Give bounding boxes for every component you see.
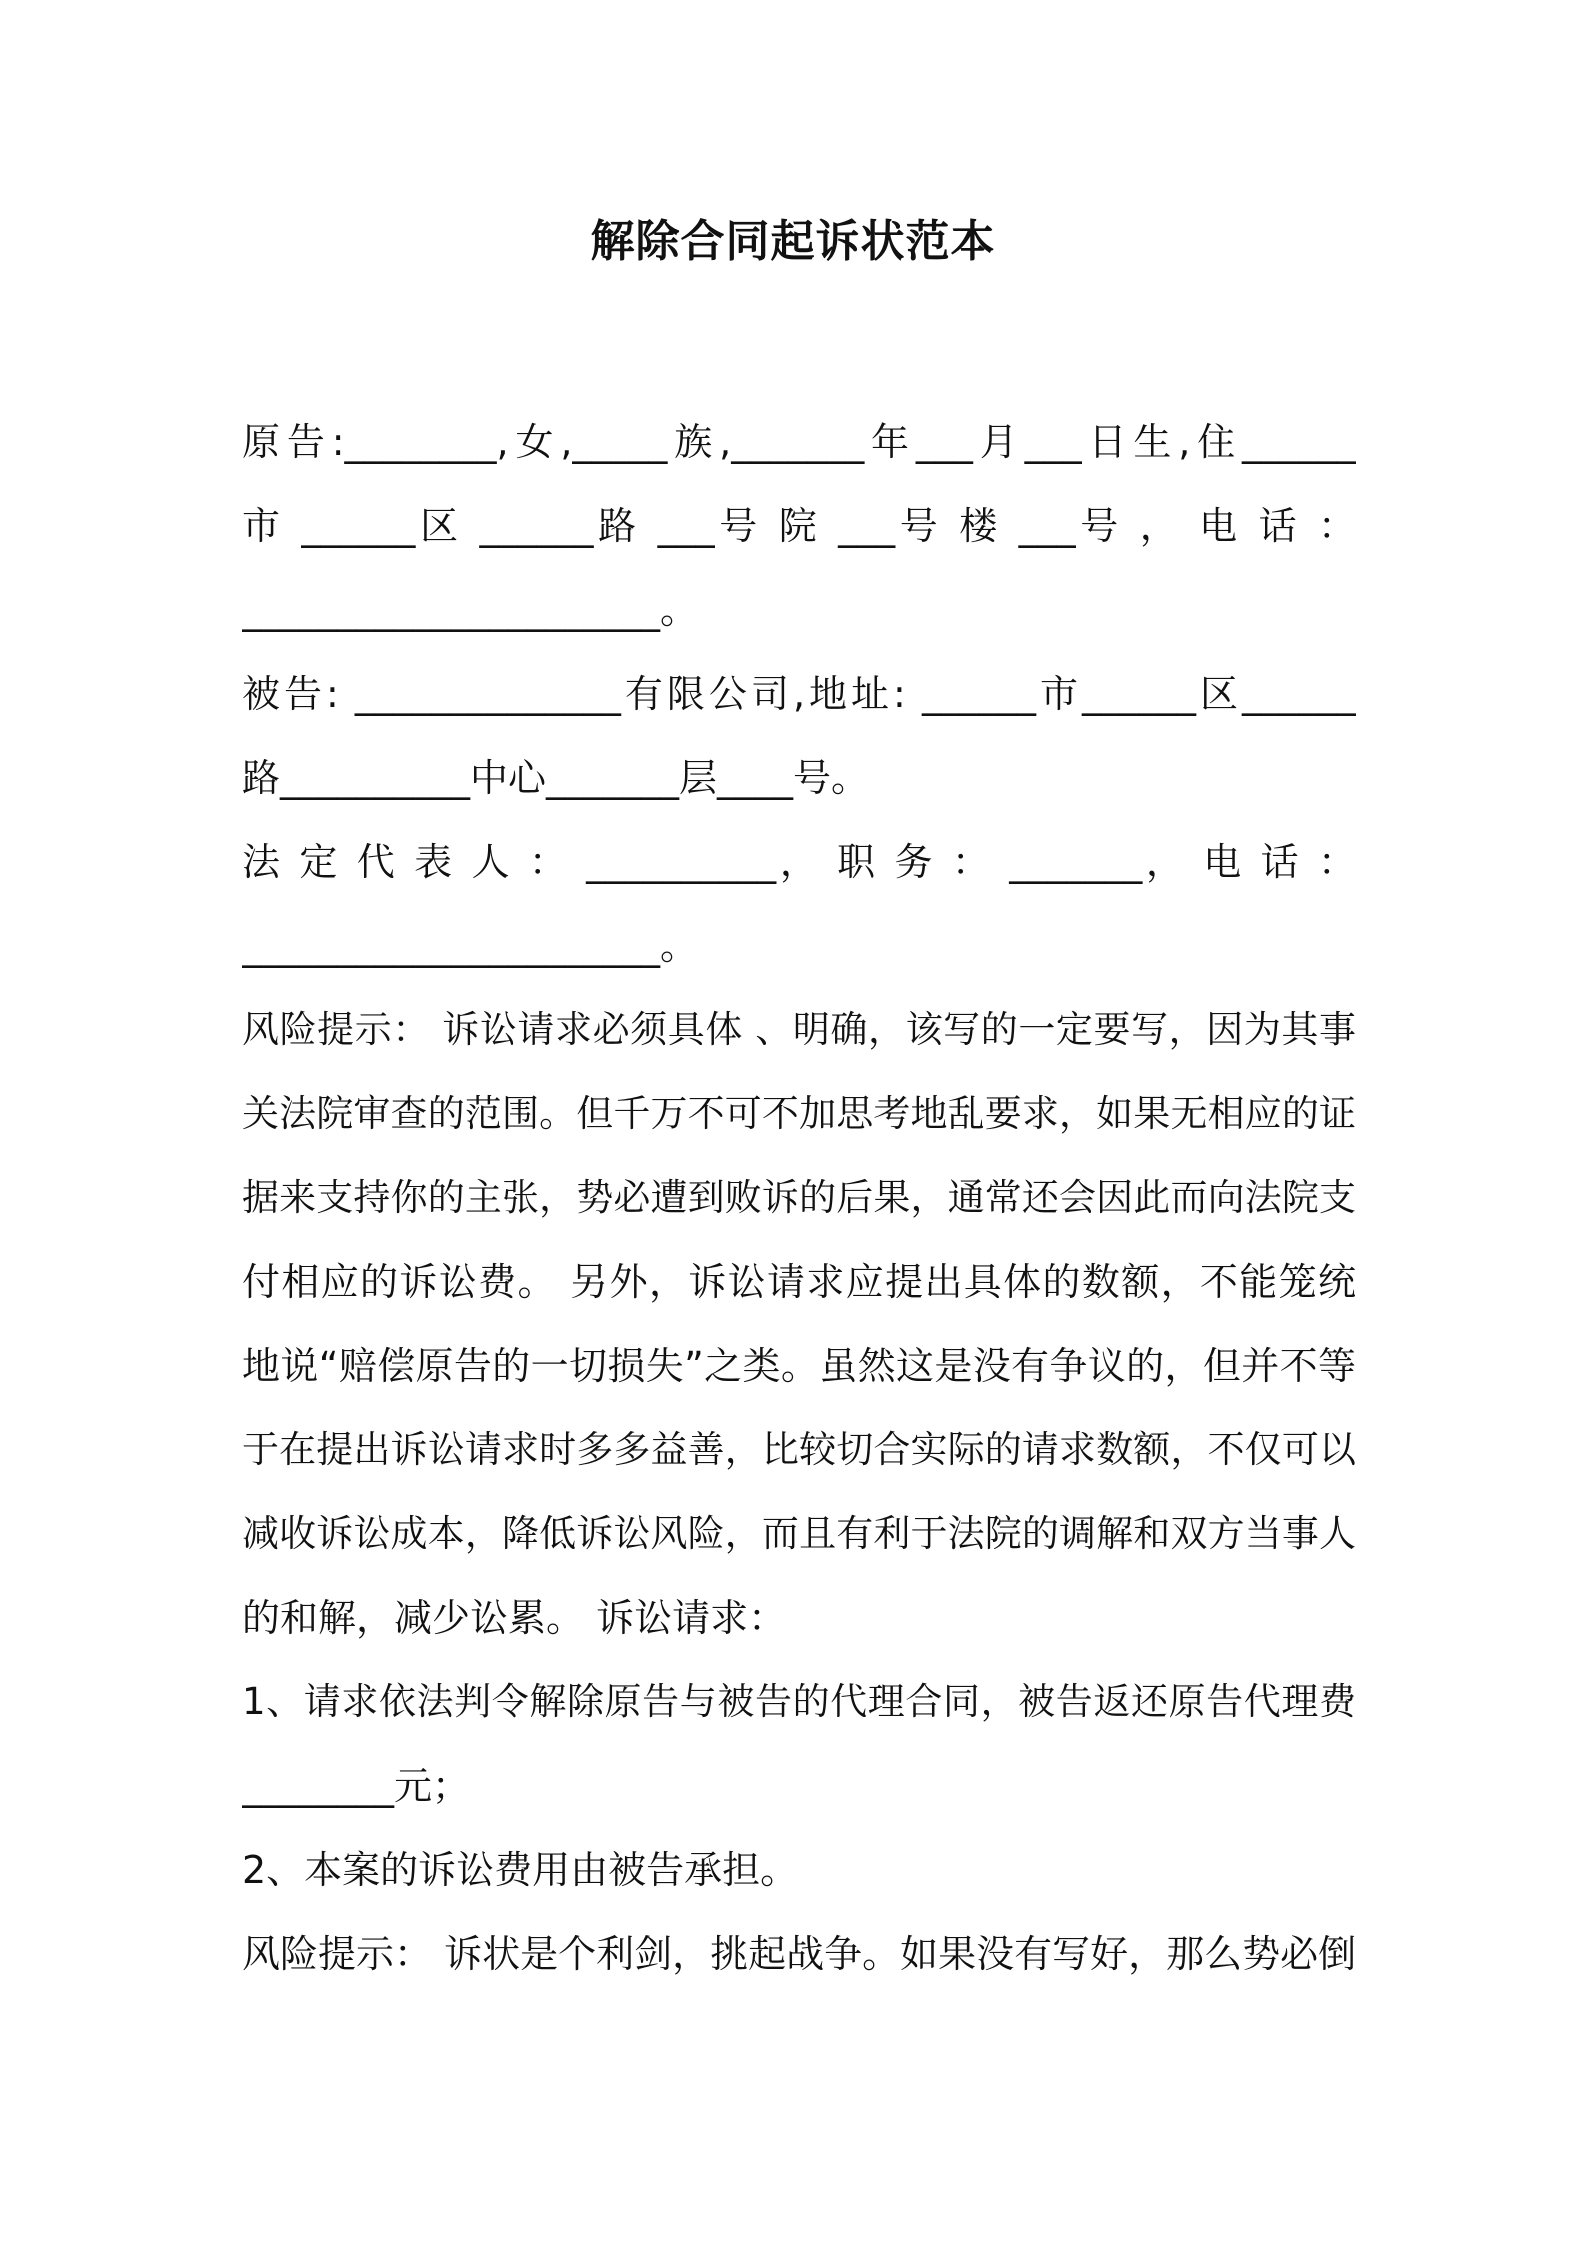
defendant-line-2: 路__________中心_______层____号。: [242, 756, 870, 800]
risk-note-line-3: 据来支持你的主张，势必遭到败诉的后果，通常还会因此而向法院支: [242, 1176, 1356, 1219]
risk-note-2-line-1: 风险提示： 诉状是个利剑，挑起战争。如果没有写好，那么势必倒: [242, 1932, 1356, 1976]
legal-representative-line-2: ______________________。: [242, 924, 699, 968]
risk-note-line-5: 地说“赔偿原告的一切损失”之类。虽然这是没有争议的，但并不等: [242, 1344, 1356, 1388]
plaintiff-line-3: ______________________。: [242, 588, 699, 632]
risk-note-line-8: 的和解，减少讼累。 诉讼请求：: [242, 1596, 787, 1640]
plaintiff-line-2: 市 ______区 ______路 ___号 院 ___号 楼 ___号 ， 电 话 ：: [242, 504, 1356, 548]
claim-1-line-2: ________元；: [242, 1764, 471, 1808]
defendant-line-1: 被告: ______________有限公司,地址: ______市______区______: [242, 672, 1356, 716]
claim-2-line: 2、本案的诉讼费用由被告承担。: [242, 1848, 799, 1892]
risk-note-line-2: 关法院审查的范围。但千万不可不加思考地乱要求，如果无相应的证: [242, 1092, 1356, 1135]
risk-note-line-6: 于在提出诉讼请求时多多益善，比较切合实际的请求数额，不仅可以: [242, 1428, 1356, 1471]
risk-note-line-4: 付相应的诉讼费。 另外，诉讼请求应提出具体的数额，不能笼统: [242, 1260, 1356, 1304]
claim-1-line-1: 1、请求依法判令解除原告与被告的代理合同，被告返还原告代理费: [242, 1680, 1356, 1723]
legal-representative-line-1: 法 定 代 表 人 ： __________， 职 务 ： _______， 电 话 ：: [242, 840, 1356, 884]
document-title: 解除合同起诉状范本: [590, 216, 996, 267]
plaintiff-line-1: 原告:________,女,_____族,_______年___月___日生,住______: [242, 420, 1356, 464]
document-body: [242, 400, 1356, 1996]
risk-note-line-1: 风险提示： 诉讼请求必须具体 、明确，该写的一定要写，因为其事: [242, 1008, 1356, 1051]
risk-note-line-7: 减收诉讼成本，降低诉讼风险，而且有利于法院的调解和双方当事人: [242, 1512, 1356, 1555]
